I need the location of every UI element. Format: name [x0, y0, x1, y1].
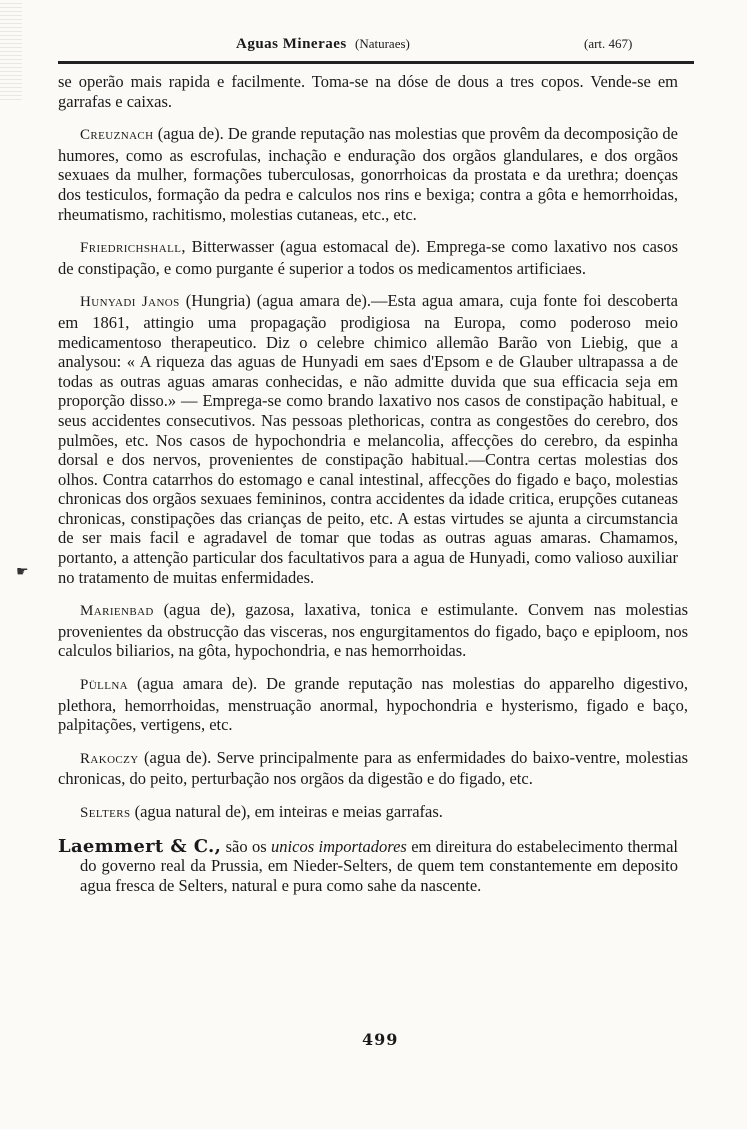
header-rule [58, 61, 694, 64]
entry-name: Rakoczy [80, 750, 139, 767]
entry-text: (agua amara de). De grande reputação nas molestias do apparelho digestivo, plethora, hemorrhoidas, menstruação anormal, hypochondria e hysterismo, figado e baço, palpitações, vertigens, etc. [58, 674, 688, 735]
entry-name: Püllna [80, 677, 129, 694]
running-header [60, 34, 700, 56]
entry-name: Creuznach [80, 127, 154, 144]
entry-marienbad [58, 600, 688, 661]
entry-friedrichshall [58, 237, 678, 278]
advert-text-before: são os [221, 836, 272, 856]
entry-name: Hunyadi Janos [80, 294, 180, 311]
entry-text: (agua de). De grande reputação nas molestias que provêm da decomposição de humores, como as escrofulas, inchação e enduração dos orgãos glandulares, e dos orgãos sexuaes da mulher, formações tuberculosas, gonorrhoicas da prostata e da urethra; doenças dos testiculos, formação da pedra e calculos nos rins e bexiga; contra a gôta e hemorrhoidas, rheumatismo, rachitismo, molestias cutaneas, etc., etc. [58, 124, 678, 224]
pointing-hand-icon: ☛ [16, 564, 29, 580]
header-title: Aguas Mineraes (Naturaes) [236, 36, 410, 52]
entry-text: , Bitterwasser (agua estomacal de). Emprega-se como laxativo nos casos de constipação, e como purgante é superior a todos os medicamentos artificiaes. [58, 237, 678, 278]
continued-paragraph: se operão mais rapida e facilmente. Toma-se na dóse de dous a tres copos. Vende-se em garrafas e caixas. [58, 72, 678, 111]
entry-selters [58, 802, 678, 824]
entry-text: (Hungria) (agua amara de).—Esta agua amara, cuja fonte foi descoberta em 1861, attingio uma propagação prodigiosa na Europa, como poderoso meio medicamentoso therapeutico. Diz o celebre chimico allemão Barão von Liebig, que a analysou: « A riqueza das aguas de Hunyadi em saes d'Epsom e de Glauber ultrapassa a de todas as outras aguas amaras conhecidas, e não admitte duvida que sua efficacia seja em proporção disso.» — Emprega-se como brando laxativo nos casos de constipação habitual, e seus accidentes consecutivos. Nas pessoas plethoricas, contra as congestões do cerebro, dos pulmões, etc. Nos casos de hypochondria e melancolia, affecções do cerebro, da espinha dorsal e dos nervos, provenientes de constipação habitual.—Contra certas molestias dos olhos. Contra catarrhos do estomago e canal intestinal, affecções do figado e baço, molestias chronicas dos orgãos sexuaes femininos, contra accidentes da idade critica, erupções cutaneas chronicas, constipações das crianças de peito, etc. A estas virtudes se ajunta a circumstancia de ser mais facil e agradavel de tomar que todas as outras aguas amaras. Chamamos, portanto, a attenção particular dos facultativos para a agua de Hunyadi, como valioso auxiliar no tratamento de muitas enfermidades. [58, 291, 678, 587]
entry-text: (agua de). Serve principalmente para as enfermidades do baixo-ventre, molestias chronicas, do peito, perturbação nos orgãos da digestão e do figado, etc. [58, 747, 688, 789]
advert-firm-name: Laemmert & C., [58, 835, 222, 857]
page-number: 499 [362, 1030, 399, 1049]
entry-text: (agua de), gazosa, laxativa, tonica e estimulante. Convem nas molestias provenientes da obstrucção das visceras, nos engurgitamentos do figado, baço e epiploom, nos calculos biliarios, na gôta, hypochondria, e nas hemorrhoidas. [58, 600, 688, 661]
entry-name: Selters [80, 805, 131, 821]
entry-name: Marienbad [80, 603, 154, 620]
advert-text-after: em direitura do estabelecimento thermal do governo real da Prussia, em Nieder-Selters, de quem tem constantemente em deposito agua fresca de Selters, natural e pura como sahe da nascente. [80, 836, 678, 895]
advert-emphasis: unicos importadores [271, 836, 407, 856]
entry-text: (agua natural de), em inteiras e meias garrafas. [130, 802, 443, 821]
entry-hunyadi-janos [58, 291, 678, 587]
entry-creuznach [58, 124, 678, 224]
entry-name: Friedrichshall [80, 240, 182, 257]
entry-rakoczy [58, 748, 688, 789]
scan-edge [0, 0, 22, 100]
entry-pullna [58, 674, 688, 735]
header-article-number: (art. 467) [584, 36, 633, 51]
header-subtitle: (Naturaes) [355, 36, 410, 51]
advertisement [58, 837, 678, 896]
page-body [58, 72, 688, 895]
